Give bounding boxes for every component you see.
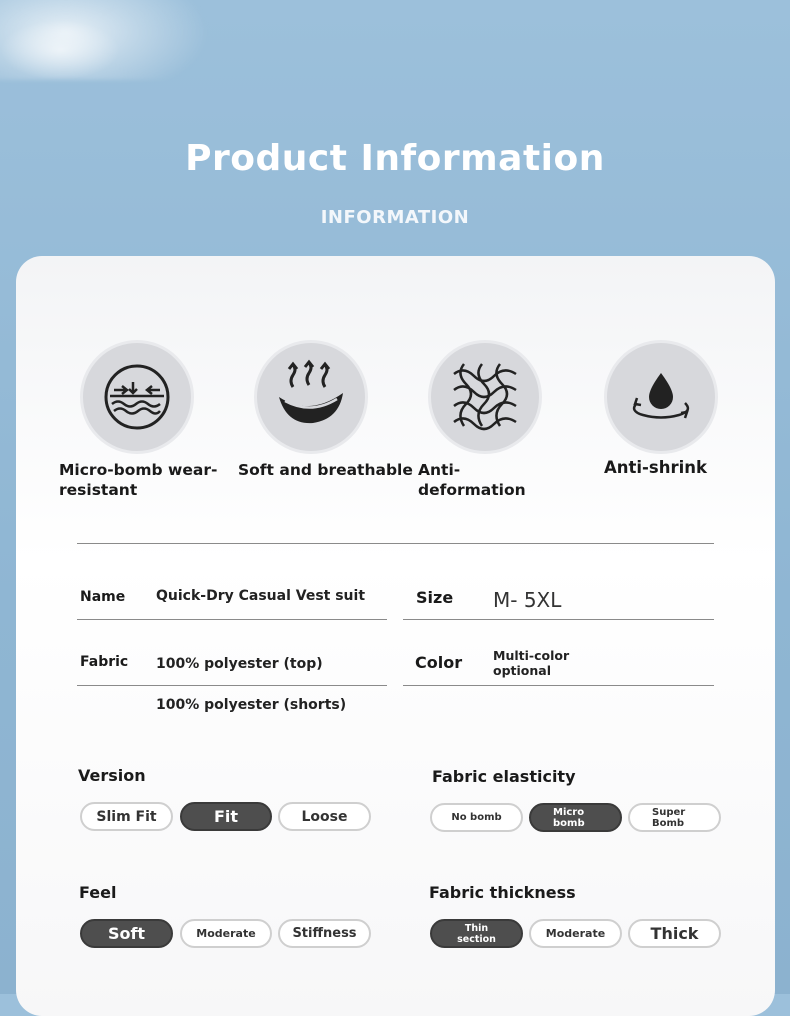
breathable-fabric-icon [271, 357, 351, 437]
thickness-option-thin[interactable]: Thin section [430, 919, 523, 948]
cloud-decoration [0, 20, 120, 80]
elasticity-option-micro-bomb[interactable]: Micro bomb [529, 803, 622, 832]
version-option-slim-fit[interactable]: Slim Fit [80, 802, 173, 831]
fabric-value-shorts: 100% polyester (shorts) [156, 697, 347, 713]
feature-icon-circle [254, 340, 368, 454]
page-subtitle: INFORMATION [320, 207, 470, 228]
spec-divider [77, 685, 387, 686]
feature-label: Anti-deformation [418, 461, 526, 499]
feature-label: Soft and breathable [238, 461, 413, 479]
thickness-option-moderate[interactable]: Moderate [529, 919, 622, 948]
page-title: Product Information [185, 138, 605, 179]
spec-divider [403, 619, 714, 620]
feature-icon-circle [80, 340, 194, 454]
name-label: Name [80, 589, 126, 605]
feel-option-moderate[interactable]: Moderate [180, 919, 272, 948]
feature-icon-circle [428, 340, 542, 454]
color-value-line: Multi-color [493, 648, 570, 663]
spec-divider [77, 619, 387, 620]
feature-label: Micro-bomb wear-resistant [59, 461, 218, 499]
feature-wear-resistant [59, 340, 234, 500]
color-value-line: optional [493, 663, 552, 678]
feature-anti-shrink [604, 340, 779, 478]
spec-divider [403, 685, 714, 686]
feature-breathable [238, 340, 413, 480]
thickness-title: Fabric thickness [429, 883, 576, 902]
wave-compress-icon [100, 360, 174, 434]
water-drop-rotate-icon [621, 367, 701, 427]
feel-option-stiffness[interactable]: Stiffness [278, 919, 371, 948]
feel-title: Feel [79, 883, 117, 902]
size-value: M- 5XL [493, 588, 562, 612]
fabric-label: Fabric [80, 654, 129, 670]
elasticity-option-no-bomb[interactable]: No bomb [430, 803, 523, 832]
feature-icon-circle [604, 340, 718, 454]
thickness-option-thick[interactable]: Thick [628, 919, 721, 948]
name-value: Quick-Dry Casual Vest suit [156, 588, 366, 604]
feature-label: Anti-shrink [604, 458, 707, 477]
elasticity-option-super-bomb[interactable]: Super Bomb [628, 803, 721, 832]
version-option-fit[interactable]: Fit [180, 802, 272, 831]
size-label: Size [416, 588, 454, 607]
feature-anti-deformation [418, 340, 593, 500]
elasticity-title: Fabric elasticity [432, 767, 576, 786]
fabric-value-top: 100% polyester (top) [156, 656, 323, 672]
color-value [493, 648, 569, 678]
version-option-loose[interactable]: Loose [278, 802, 371, 831]
spec-top-divider [77, 543, 714, 544]
version-title: Version [78, 766, 146, 785]
mesh-fiber-icon [448, 360, 522, 434]
feel-option-soft[interactable]: Soft [80, 919, 173, 948]
color-label: Color [415, 653, 463, 672]
